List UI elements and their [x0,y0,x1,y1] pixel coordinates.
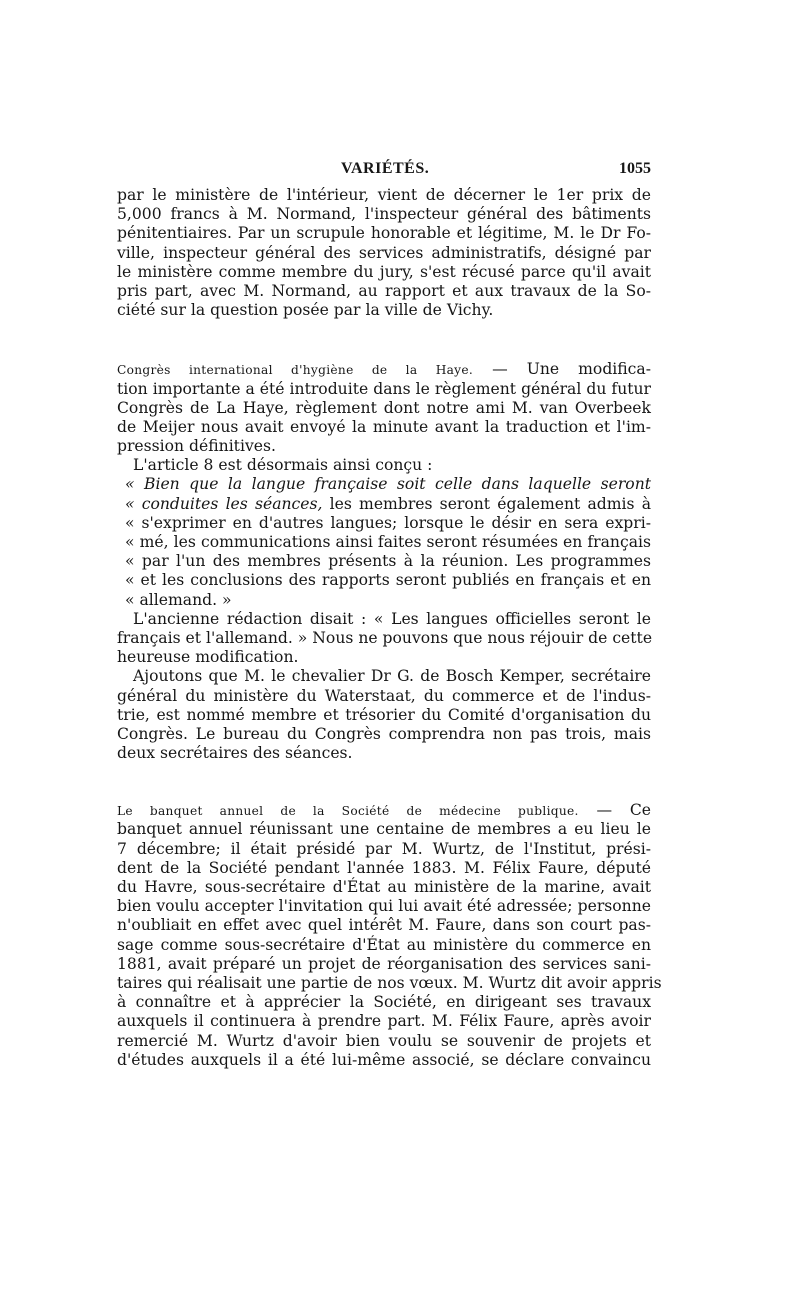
text-run: — Ce [578,801,651,820]
text-line: pénitentiaires. Par un scrupule honorable et légitime, M. le Dr Fo- [117,224,651,243]
text-line: 1881, avait préparé un projet de réorganisation des services sani- [117,954,651,973]
text-line: du Havre, sous-secrétaire d'État au ministère de la marine, avait [117,878,651,896]
text-line: par le ministère de l'intérieur, vient de décerner le 1er prix de [117,186,651,204]
quote-line: « et les conclusions des rapports seront publiés en français et en [125,571,651,590]
quote-line: « allemand. » [125,590,232,609]
section-congress-hague [117,360,651,763]
page-number: 1055 [619,160,651,177]
text-line: 7 décembre; il était présidé par M. Wurtz, de l'Institut, prési- [117,839,651,858]
text-line: de Meijer nous avait envoyé la minute avant la traduction et l'im- [117,417,651,436]
section-heading: Le banquet annuel de la Société de médecine publique. [117,804,579,819]
section-heading: Congrès international d'hygiène de la Haye. [117,363,474,378]
text-line: français et l'allemand. » Nous ne pouvons que nous réjouir de cette [117,628,653,647]
running-title: VARIÉTÉS. [341,160,430,177]
paragraph-prize [117,186,651,320]
text-line: auxquels il continuera à prendre part. M. Félix Faure, après avoir [117,1012,651,1031]
text-line: n'oubliait en effet avec quel intérêt M. Faure, dans son court pas- [117,916,651,935]
text-line: pression définitives. [117,437,276,456]
quote-line: « s'exprimer en d'autres langues; lorsque le désir en sera expri- [125,513,651,532]
body-text [117,186,662,1070]
text-line: heureuse modification. [117,648,299,667]
text-line: général du ministère du Waterstaat, du commerce et de l'indus- [117,686,651,705]
quote-line [117,495,651,514]
quote-italic: « Bien que la langue française soit celle dans laquelle seront [125,475,651,494]
text-line: bien voulu accepter l'invitation qui lui avait été adressée; personne [117,897,651,916]
text-line: ville, inspecteur général des services administratifs, désigné par [117,243,651,262]
text-run: les membres seront également admis à [322,494,652,513]
text-line: à connaître et à apprécier la Société, en dirigeant ses travaux [117,993,651,1012]
text-line: trie, est nommé membre et trésorier du Comité d'organisation du [117,705,651,724]
text-line: banquet annuel réunissant une centaine de membres a eu lieu le [117,820,651,839]
section-heading-line [117,360,651,379]
section-banquet [117,801,662,1070]
text-line: L'article 8 est désormais ainsi conçu : [133,456,433,475]
text-line: le ministère comme membre du jury, s'est récusé parce qu'il avait [117,262,651,281]
text-line: Ajoutons que M. le chevalier Dr G. de Bosch Kemper, secrétaire [133,667,651,686]
text-line: d'études auxquels il a été lui-même associé, se déclare convaincu [117,1050,651,1069]
text-line: Congrès de La Haye, règlement dont notre ami M. van Overbeek [117,398,651,417]
text-line: 5,000 francs à M. Normand, l'inspecteur général des bâtiments [117,205,651,224]
text-line: pris part, avec M. Normand, au rapport et aux travaux de la So- [117,281,651,300]
text-line: L'ancienne rédaction disait : « Les langues officielles seront le [133,609,651,628]
quote-line [117,475,651,494]
text-run: — Une modifica- [473,360,651,379]
quote-italic: « conduites les séances, [125,494,323,513]
text-line: dent de la Société pendant l'année 1883. M. Félix Faure, député [117,858,651,877]
running-header [117,160,651,184]
text-line: deux secrétaires des séances. [117,744,353,763]
text-line: remercié M. Wurtz d'avoir bien voulu se souvenir de projets et [117,1031,651,1050]
text-line: sage comme sous-secrétaire d'État au ministère du commerce en [117,935,651,954]
text-line: taires qui réalisait une partie de nos vœux. M. Wurtz dit avoir appris [117,973,662,992]
text-line: tion importante a été introduite dans le règlement général du futur [117,379,651,398]
quote-line: « par l'un des membres présents à la réunion. Les programmes [125,552,651,571]
section-heading-line [117,801,651,820]
text-line: Congrès. Le bureau du Congrès comprendra non pas trois, mais [117,724,651,743]
quote-line: « mé, les communications ainsi faites seront résumées en français [125,533,651,551]
text-line: ciété sur la question posée par la ville de Vichy. [117,301,494,320]
